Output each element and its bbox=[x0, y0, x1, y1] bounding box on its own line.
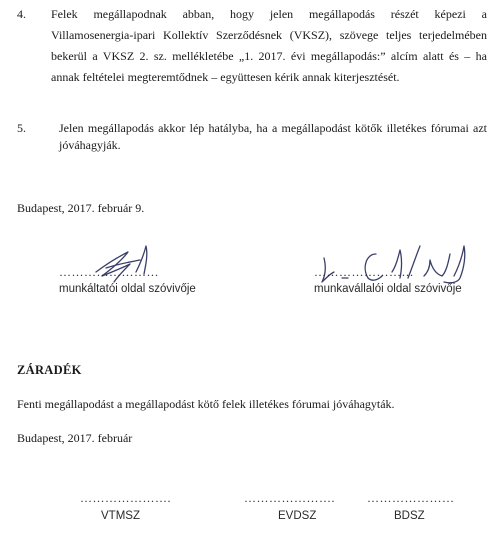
clause-text: Fenti megállapodást a megállapodást kötő felek illetékes fórumai jóváhagyták. bbox=[17, 397, 395, 411]
item-4-line-4: annak feltételei megteremtődnek – együttesen kérik annak kiterjesztését. bbox=[51, 70, 400, 84]
clause-place-date: Budapest, 2017. február bbox=[17, 431, 133, 445]
clause-title: ZÁRADÉK bbox=[17, 363, 82, 377]
approver-vtmsz-label: VTMSZ bbox=[101, 510, 140, 522]
approver-vtmsz-line: …………………. bbox=[80, 491, 171, 505]
item-5-line-1: Jelen megállapodás akkor lép hatályba, ha a megállapodást kötők illetékes fórumai azt bbox=[59, 121, 487, 135]
employer-signature-line: …………………… bbox=[59, 265, 159, 279]
item-5-body bbox=[59, 121, 487, 153]
item-4-number: 4. bbox=[17, 7, 26, 21]
approver-evdsz-label: EVDSZ bbox=[278, 510, 317, 522]
approver-bdsz-line: ………………… bbox=[367, 491, 455, 505]
employer-signature-label: munkáltatói oldal szóvivője bbox=[59, 283, 196, 295]
item-4-line-3: bekerül a VKSZ 2. sz. mellékletébe „1. 2017. évi megállapodás:” alcím alatt és – ha bbox=[51, 49, 487, 63]
approver-bdsz-label: BDSZ bbox=[394, 510, 425, 522]
item-5-line-2: jóváhagyják. bbox=[59, 138, 121, 152]
item-4-line-1: Felek megállapodnak abban, hogy jelen megállapodás részét képezi a bbox=[51, 7, 487, 21]
employee-signature-line: …………………… bbox=[314, 265, 414, 279]
item-4-body bbox=[51, 7, 487, 85]
item-4-line-2: Villamosenergia-ipari Kollektív Szerződésnek (VKSZ), szövege teljes terjedelmében bbox=[51, 28, 487, 42]
employee-signature-label: munkavállalói oldal szóvivője bbox=[314, 283, 462, 295]
place-date: Budapest, 2017. február 9. bbox=[17, 201, 145, 215]
item-5-number: 5. bbox=[17, 121, 26, 135]
approver-evdsz-line: …………………. bbox=[244, 491, 335, 505]
